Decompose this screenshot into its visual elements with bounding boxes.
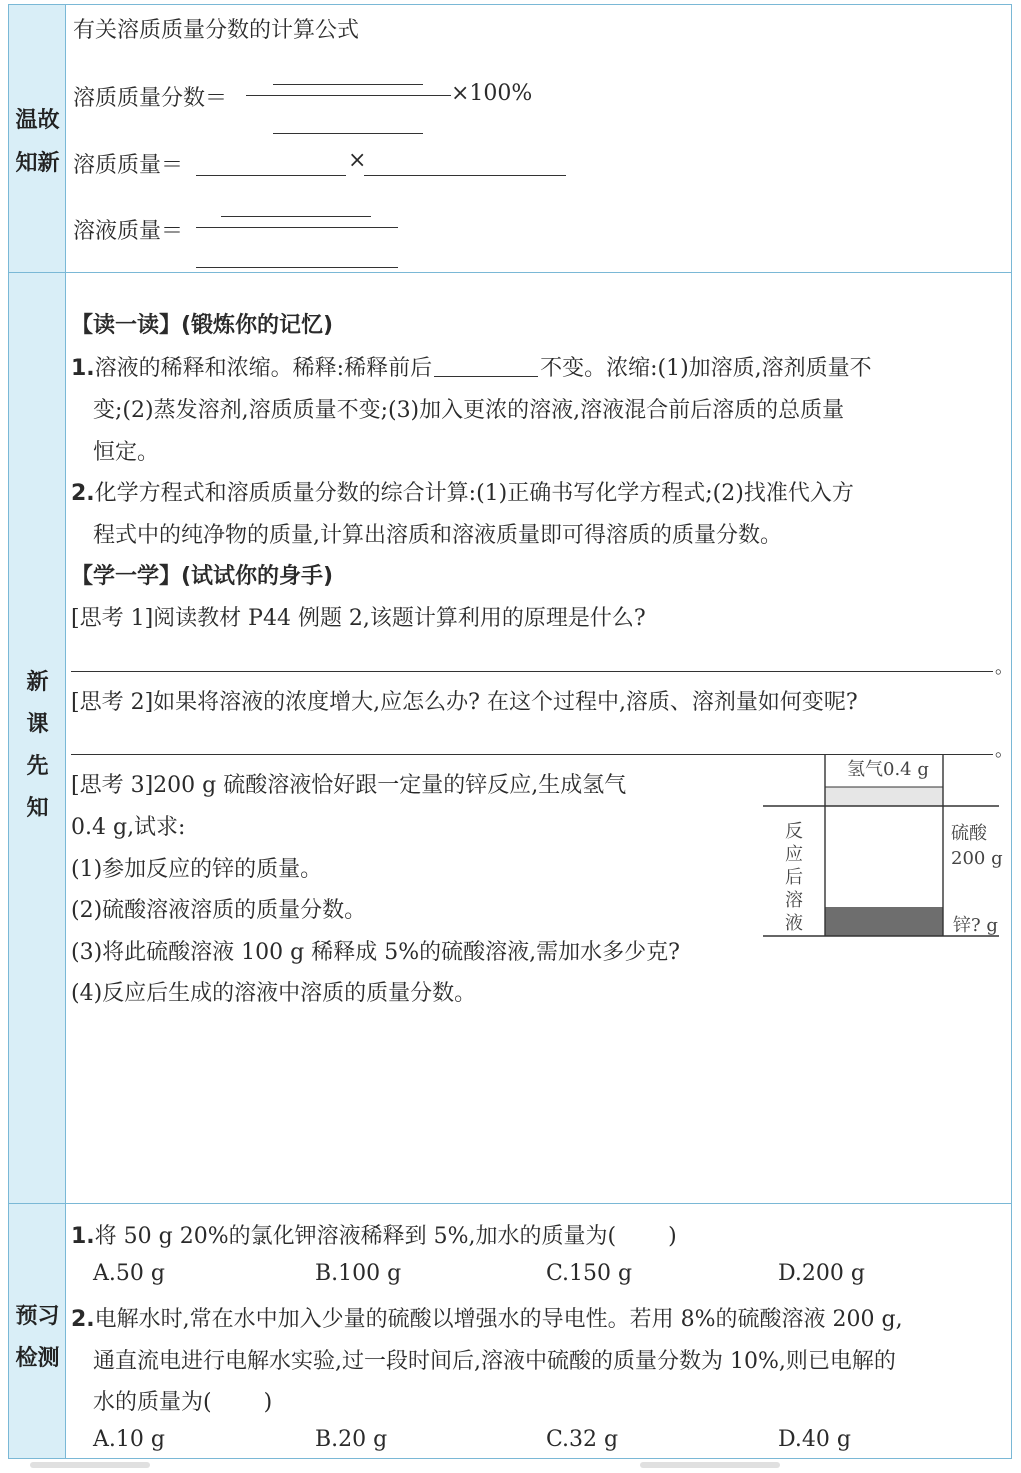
label-new-3: 先	[26, 754, 49, 779]
close-paren: )	[263, 1390, 273, 1415]
sidebar-preview	[9, 1204, 66, 1458]
formula-mass-fraction-suffix: ×100%	[451, 81, 533, 106]
option-q1-c: C.150 g	[546, 1261, 633, 1286]
sulfuric-label-1: 硫酸	[951, 823, 987, 844]
option-q2-c: C.32 g	[546, 1427, 619, 1452]
think2: [思考 2]如果将溶液的浓度增大,应怎么办? 在这个过程中,溶质、溶剂量如何变呢?	[71, 690, 858, 715]
solution-numerator-blank	[221, 216, 371, 217]
item1-text-b: 不变。浓缩:(1)加溶质,溶剂质量不	[540, 356, 872, 381]
think2-period: 。	[995, 740, 1013, 761]
solution-fraction-bar	[196, 227, 398, 228]
reaction-diagram	[763, 753, 1003, 943]
question-3: (3)将此硫酸溶液 100 g 稀释成 5%的硫酸溶液,需加水多少克?	[71, 940, 680, 965]
question-2: (2)硫酸溶液溶质的质量分数。	[71, 898, 367, 923]
preview-q1-text: 将 50 g 20%的氯化钾溶液稀释到 5%,加水的质量为(	[94, 1224, 617, 1249]
preview-q1	[71, 1219, 677, 1250]
section-divider	[9, 1203, 1011, 1204]
question-1: (1)参加反应的锌的质量。	[71, 857, 323, 882]
page-edge-shadow	[30, 1462, 150, 1468]
item2-text: 化学方程式和溶质质量分数的综合计算:(1)正确书写化学方程式;(2)找准代入方	[94, 481, 854, 506]
worksheet-page	[8, 4, 1012, 1459]
formula-solute-mass-label: 溶质质量＝	[73, 153, 184, 178]
sidebar-review	[9, 5, 66, 273]
label-preview-1: 预习	[15, 1304, 60, 1329]
option-q1-b: B.100 g	[315, 1261, 402, 1286]
preview-q2-number: 2.	[71, 1307, 95, 1332]
think3-line2: 0.4 g,试求:	[71, 815, 186, 840]
option-q1-d: D.200 g	[778, 1261, 865, 1286]
label-new-1: 新	[26, 670, 49, 695]
preview-q2-line3	[93, 1385, 272, 1416]
item2-number: 2.	[71, 481, 95, 506]
learn-header: 【学一学】(试试你的身手)	[71, 564, 334, 589]
times-sign: ×	[348, 148, 367, 173]
option-q2-d: D.40 g	[778, 1427, 851, 1452]
preview-q2-text: 电解水时,常在水中加入少量的硫酸以增强水的导电性。若用 8%的硫酸溶液 200 g,	[94, 1307, 903, 1332]
fraction-bar	[246, 95, 451, 96]
item1-line3: 恒定。	[93, 440, 160, 465]
dilution-blank	[434, 356, 538, 377]
preview-q1-number: 1.	[71, 1224, 95, 1249]
numerator-blank	[273, 84, 423, 85]
zinc-label: 锌? g	[953, 915, 998, 936]
solute-mass-blank-1	[196, 175, 346, 176]
zinc-band	[825, 907, 943, 936]
item1-number: 1.	[71, 356, 95, 381]
after-char-2: 应	[785, 844, 803, 865]
sidebar-new	[9, 273, 66, 1204]
hydrogen-label: 氢气0.4 g	[847, 759, 929, 780]
question-4: (4)反应后生成的溶液中溶质的质量分数。	[71, 981, 477, 1006]
close-paren: )	[668, 1224, 677, 1249]
item2-line1	[71, 476, 854, 507]
hydrogen-band	[825, 787, 943, 806]
label-review-1: 温故	[15, 108, 60, 133]
item1-line1	[71, 351, 872, 382]
preview-q2-line2: 通直流电进行电解水实验,过一段时间后,溶液中硫酸的质量分数为 10%,则已电解的	[93, 1349, 896, 1374]
after-char-1: 反	[785, 821, 803, 842]
item2-line2: 程式中的纯净物的质量,计算出溶质和溶液质量即可得溶质的质量分数。	[93, 523, 782, 548]
label-new-2: 课	[26, 712, 49, 737]
formula-solution-mass-label: 溶液质量＝	[73, 219, 184, 244]
sulfuric-label-2: 200 g	[951, 848, 1003, 869]
read-header: 【读一读】(锻炼你的记忆)	[71, 313, 334, 338]
formula-mass-fraction-label: 溶质质量分数＝	[73, 86, 228, 111]
item1-line2: 变;(2)蒸发溶剂,溶质质量不变;(3)加入更浓的溶液,溶液混合前后溶质的总质量	[93, 398, 845, 423]
item1-text-a: 溶液的稀释和浓缩。稀释:稀释前后	[94, 356, 433, 381]
after-char-4: 溶	[785, 890, 803, 911]
solute-mass-blank-2	[364, 175, 566, 176]
solution-denominator-blank	[196, 267, 398, 268]
label-new-4: 知	[26, 796, 49, 821]
option-q2-a: A.10 g	[93, 1427, 165, 1452]
preview-q2-text3: 水的质量为(	[93, 1390, 212, 1415]
denominator-blank	[273, 133, 423, 134]
after-char-3: 后	[785, 867, 803, 888]
preview-q2-line1	[71, 1302, 903, 1333]
think1-period: 。	[995, 657, 1013, 678]
label-preview-2: 检测	[15, 1346, 60, 1371]
after-char-5: 液	[785, 913, 803, 934]
page-edge-shadow	[640, 1462, 780, 1468]
think1: [思考 1]阅读教材 P44 例题 2,该题计算利用的原理是什么?	[71, 606, 646, 631]
label-review-2: 知新	[15, 151, 60, 176]
think1-answer-line	[71, 671, 993, 672]
review-title: 有关溶质质量分数的计算公式	[73, 18, 360, 43]
option-q2-b: B.20 g	[315, 1427, 388, 1452]
think3-line1: [思考 3]200 g 硫酸溶液恰好跟一定量的锌反应,生成氢气	[71, 773, 627, 798]
option-q1-a: A.50 g	[93, 1261, 165, 1286]
section-divider	[9, 272, 1011, 273]
